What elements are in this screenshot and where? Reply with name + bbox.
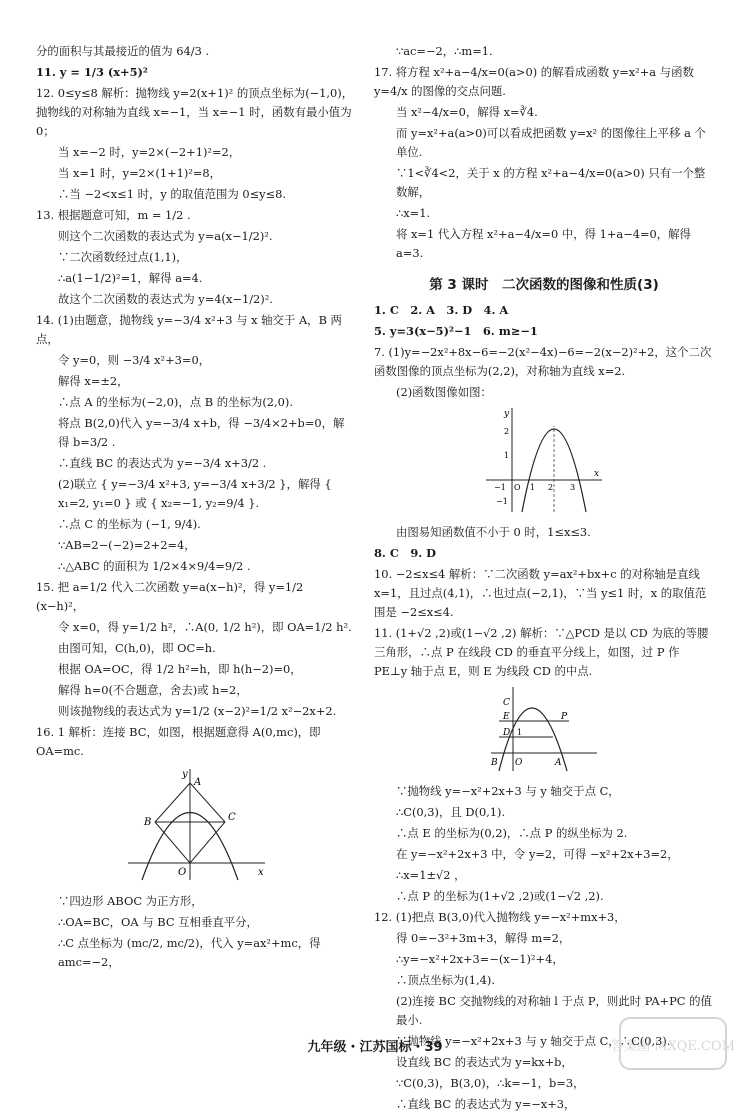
text-line: ∴C 点坐标为 (mc/2, mc/2)，代入 y=ax²+mc，得 amc=−2， (58, 936, 321, 969)
tick-label: 2 (504, 427, 510, 436)
text-line: ∴a(1−1/2)²=1，解得 a=4. (58, 271, 203, 285)
answer-10: 10. −2≤x≤4 解析：∵二次函数 y=ax²+bx+c 的对称轴是直线 x=1，且过点(4,1)，∴也过点(−2,1)，∵当 y≤1 时，x 的取值范围是 −2≤x≤4. (374, 567, 707, 619)
text-line: 根据 OA=OC，得 1/2 h²=h，即 h(h−2)=0， (58, 662, 302, 676)
tick-label: 1 (504, 451, 510, 460)
origin-label: O (515, 758, 523, 768)
text-line: ∴y=−x²+2x+3=−(x−1)²+4， (396, 952, 564, 966)
answer-16: 16. 1 解析：连接 BC，如图，根据题意得 A(0,mc)，即 OA=mc. (36, 725, 321, 758)
answer-13: 13. 根据题意可知，m = 1/2 . (36, 208, 191, 222)
origin-label: O (178, 867, 187, 878)
text-line: ∴顶点坐标为(1,4). (396, 973, 495, 987)
text-line: ∵四边形 ABOC 为正方形， (58, 894, 203, 908)
answers-1-4: 1. C 2. A 3. D 4. A (374, 303, 509, 317)
text-line: ∵1<∛4<2，关于 x 的方程 x²+a−4/x=0(a>0) 只有一个整数解， (396, 166, 706, 199)
text-line: 得 0=−3²+3m+3，解得 m=2， (396, 931, 571, 945)
watermark-logo (611, 1016, 735, 1071)
text-line: ∴当 −2<x≤1 时，y 的取值范围为 0≤y≤8. (58, 187, 287, 201)
text-line: ∴△ABC 的面积为 1/2×4×9/4=9/2 . (58, 559, 251, 573)
pcd-triangle-figure (374, 685, 714, 776)
square-parabola-figure (36, 765, 354, 886)
text-line: ∴x=1. (396, 206, 431, 220)
tick-label: 3 (570, 483, 576, 492)
answer-7: 7. (1)y=−2x²+8x−6=−2(x²−4x)−6=−2(x−2)²+2，这个二次函数图像的顶点坐标为(2,2)，对称轴为直线 x=2. (374, 345, 712, 378)
answer-11: 11. y = 1/3 (x+5)² (36, 65, 148, 79)
point-label-b: B (144, 817, 152, 828)
text-line: 解得 h=0(不合题意，舍去)或 h=2， (58, 683, 248, 697)
point-label-d: D (503, 728, 511, 738)
origin-label: O (514, 483, 521, 492)
text-line: (2)连接 BC 交抛物线的对称轴 l 于点 P，则此时 PA+PC 的值最小. (396, 994, 712, 1027)
text-line: 分的面积与其最接近的值为 64/3 . (36, 44, 210, 58)
text-line: 当 x=−2 时，y=2×(−2+1)²=2， (58, 145, 241, 159)
text-line: 故这个二次函数的表达式为 y=4(x−1/2)². (58, 292, 273, 306)
text-line: ∴点 P 的坐标为(1+√2 ,2)或(1−√2 ,2). (396, 889, 604, 903)
point-label-e: E (503, 712, 510, 722)
text-line: 则该抛物线的表达式为 y=1/2 (x−2)²=1/2 x²−2x+2. (58, 704, 337, 718)
text-line: ∴C(0,3)，且 D(0,1). (396, 805, 506, 819)
point-label-b: B (491, 758, 498, 768)
point-label-c: C (228, 812, 236, 823)
text-line: ∴直线 BC 的表达式为 y=−x+3， (396, 1097, 576, 1111)
answer-15: 15. 把 a=1/2 代入二次函数 y=a(x−h)²，得 y=1/2 (x−h)²， (36, 580, 304, 613)
tick-label: 1 (517, 728, 523, 737)
text-line: 将点 B(2,0)代入 y=−3/4 x+b，得 −3/4×2+b=0，解得 b=3/2 . (58, 416, 345, 449)
text-line: 由图可知，C(h,0)，即 OC=h. (58, 641, 216, 655)
axis-label-y: y (182, 769, 188, 780)
text-line: ∴点 E 的坐标为(0,2)，∴点 P 的纵坐标为 2. (396, 826, 628, 840)
text-line: ∵AB=2−(−2)=2+2=4， (58, 538, 196, 552)
text-line: ∴点 C 的坐标为 (−1, 9/4). (58, 517, 201, 531)
tick-label: −1 (496, 497, 508, 506)
text-line: (2)联立 { y=−3/4 x²+3, y=−3/4 x+3/2 }，解得 { x₁=2, y₁=0 } 或 { x₂=−1, y₂=9/4 }. (58, 477, 332, 510)
answer-12: 12. (1)把点 B(3,0)代入抛物线 y=−x²+mx+3， (374, 910, 626, 924)
answers-8-9: 8. C 9. D (374, 546, 437, 560)
answer-11: 11. (1+√2 ,2)或(1−√2 ,2) 解析：∵△PCD 是以 CD 为底的等腰三角形，∴点 P 在线段 CD 的垂直平分线上，如图，过 P 作 PE⊥y 轴于点 E，则 E 为线段 CD 的中点. (374, 626, 709, 678)
text-line: 令 y=0，则 −3/4 x²+3=0， (58, 353, 211, 367)
text-line: 当 x²−4/x=0，解得 x=∛4. (396, 105, 538, 119)
text-line: 当 x=1 时，y=2×(1+1)²=8， (58, 166, 222, 180)
text-line: ∴直线 BC 的表达式为 y=−3/4 x+3/2 . (58, 456, 267, 470)
text-line: ∵抛物线 y=−x²+2x+3 与 y 轴交于点 C， (396, 784, 620, 798)
text-line: 设直线 BC 的表达式为 y=kx+b， (396, 1055, 573, 1069)
answer-12: 12. 0≤y≤8 解析：抛物线 y=2(x+1)² 的顶点坐标为(−1,0)，抛物线的对称轴为直线 x=−1，当 x=−1 时，函数有最小值为 0； (36, 86, 354, 138)
point-label-p: P (561, 712, 568, 722)
text-line: 则这个二次函数的表达式为 y=a(x−1/2)². (58, 229, 273, 243)
answers-5-6: 5. y=3(x−5)²−1 6. m≥−1 (374, 324, 538, 338)
text-line: 而 y=x²+a(a>0)可以看成把函数 y=x² 的图像往上平移 a 个单位. (396, 126, 706, 159)
text-line: ∵ac=−2，∴m=1. (396, 44, 493, 58)
text-line: ∵C(0,3)，B(3,0)，∴k=−1，b=3， (396, 1076, 585, 1090)
point-label-a: A (194, 777, 202, 788)
tick-label: −1 (494, 483, 506, 492)
watermark-text: 答案圈 MXQE.COM (611, 1039, 735, 1054)
answer-17: 17. 将方程 x²+a−4/x=0(a>0) 的解看成函数 y=x²+a 与函数 y=4/x 的图像的交点问题. (374, 65, 694, 98)
text-line: ∵抛物线 y=−x²+2x+3 与 y 轴交于点 C，∴C(0,3). (396, 1034, 671, 1048)
text-line: ∵二次函数经过点(1,1)， (58, 250, 188, 264)
axis-label-y: y (504, 409, 510, 419)
text-line: ∴x=1±√2 ， (396, 868, 466, 882)
text-line: 将 x=1 代入方程 x²+a−4/x=0 中，得 1+a−4=0，解得 a=3. (396, 227, 691, 260)
answer-14: 14. (1)由题意，抛物线 y=−3/4 x²+3 与 x 轴交于 A，B 两点， (36, 313, 342, 346)
text-line: 解得 x=±2， (58, 374, 129, 388)
axis-label-x: x (594, 469, 600, 479)
parabola-graph-figure (374, 406, 714, 517)
text-line: 在 y=−x²+2x+3 中，令 y=2，可得 −x²+2x+3=2， (396, 847, 679, 861)
axis-label-x: x (258, 867, 264, 878)
tick-label: 2 (548, 483, 554, 492)
text-line: 令 x=0，得 y=1/2 h²，∴A(0, 1/2 h²)，即 OA=1/2 h². (58, 620, 352, 634)
tick-label: 1 (530, 483, 536, 492)
point-label-c: C (503, 698, 510, 708)
point-label-a: A (555, 758, 562, 768)
text-line: ∴点 A 的坐标为(−2,0)，点 B 的坐标为(2,0). (58, 395, 293, 409)
section-title: 第 3 课时 二次函数的图像和性质(3) (429, 277, 659, 293)
text-line: 由图易知函数值不小于 0 时，1≤x≤3. (396, 525, 591, 539)
text-line: ∴OA=BC，OA 与 BC 互相垂直平分， (58, 915, 258, 929)
left-column (36, 42, 354, 1021)
text-line: (2)函数图像如图： (396, 385, 492, 399)
page-footer: 九年级・江苏国标・39 (307, 1040, 443, 1055)
